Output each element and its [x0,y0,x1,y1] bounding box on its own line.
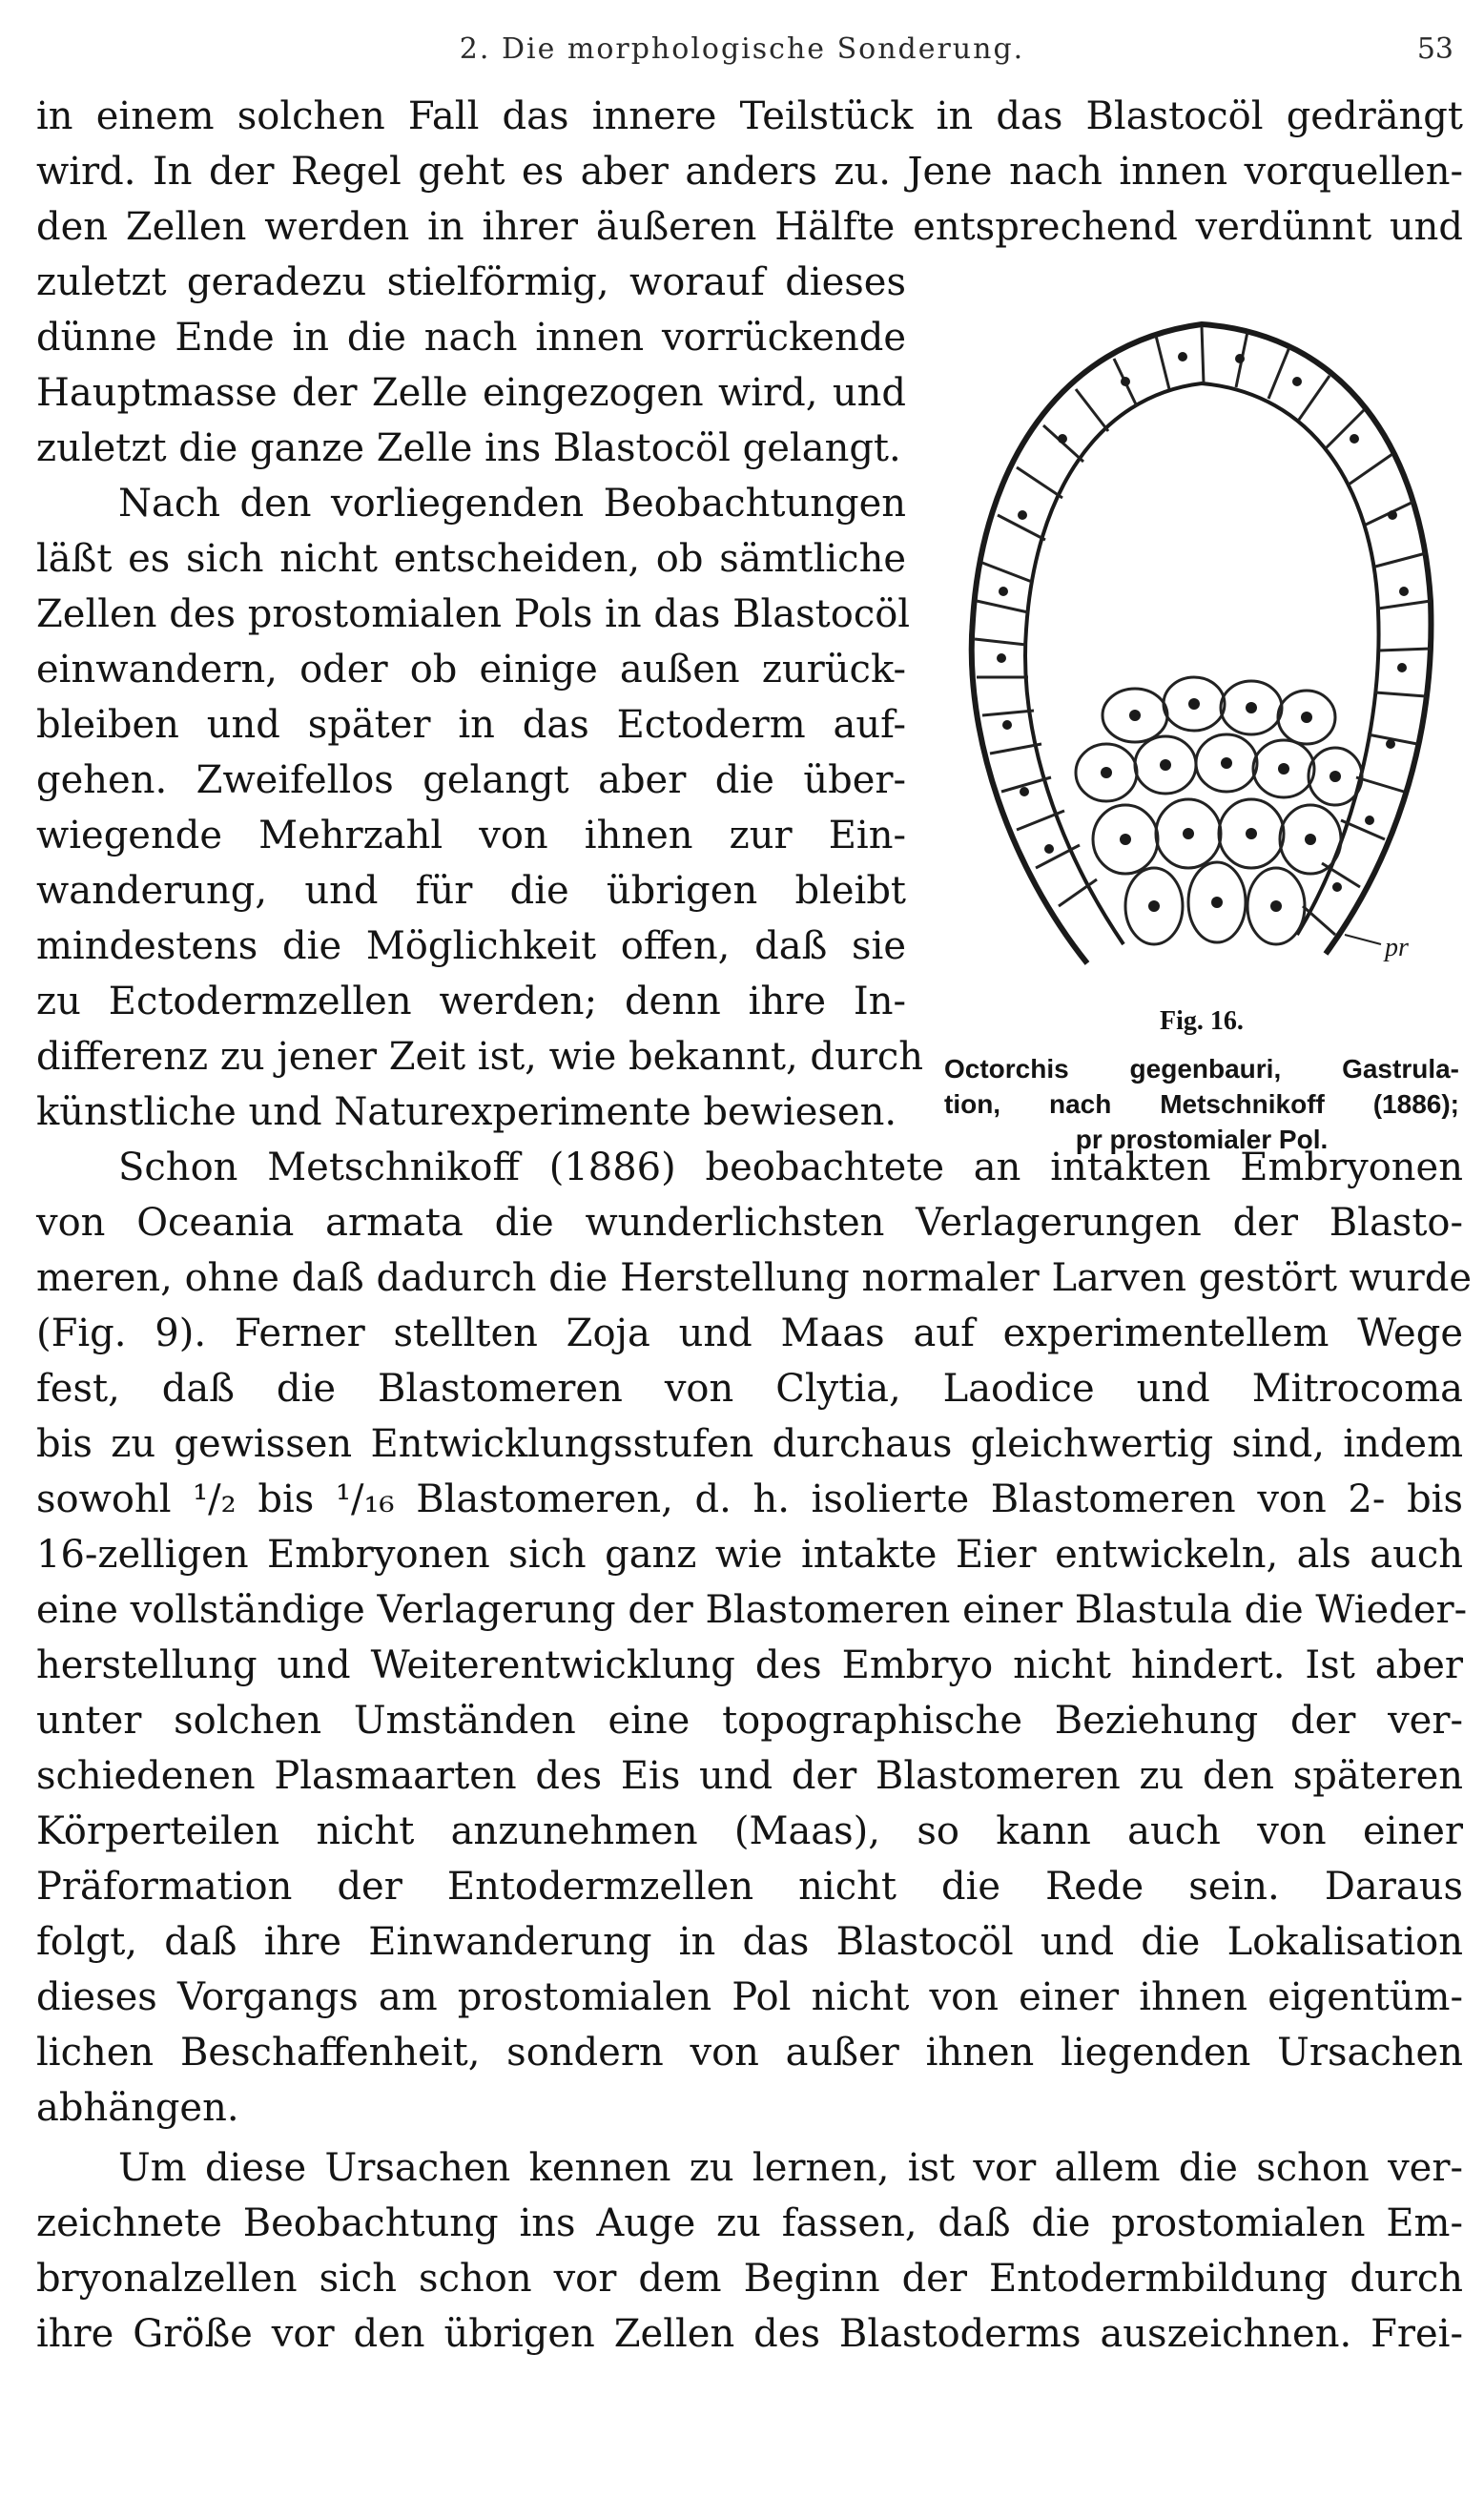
text-line: gehen. Zweifellos gelangt aber die über- [36,758,906,802]
text-line: läßt es sich nicht entscheiden, ob sämtliche [36,537,906,581]
text-line: in einem solchen Fall das innere Teilstück in das Blastocöl gedrängt [36,94,1463,138]
text-line: sowohl ¹/₂ bis ¹/₁₆ Blastomeren, d. h. isolierte Blastomeren von 2- bis [36,1477,1463,1521]
running-head-title: 2. Die morphologische Sonderung. [459,32,1025,66]
text-line: Schon Metschnikoff (1886) beobachtete an intakten Embryonen [118,1146,1463,1189]
text-line: wird. In der Regel geht es aber anders zu. Jene nach innen vorquellen- [36,150,1463,194]
text-line: unter solchen Umständen eine topographische Beziehung der ver- [36,1699,1463,1743]
figure-16 [944,277,1459,1154]
pr-pointer [1345,935,1381,944]
text-line: (Fig. 9). Ferner stellten Zoja und Maas auf experimentellem Wege [36,1312,1463,1355]
text-line: Zellen des prostomialen Pols in das Blastocöl [36,592,911,636]
text-line: wanderung, und für die übrigen bleibt [36,869,906,913]
text-line: Um diese Ursachen kennen zu lernen, ist vor allem die schon ver- [118,2146,1463,2190]
text-line: mindestens die Möglichkeit offen, daß sie [36,924,906,968]
text-line: fest, daß die Blastomeren von Clytia, Laodice und Mitrocoma [36,1367,1463,1411]
text-line: Körperteilen nicht anzunehmen (Maas), so kann auch von einer [36,1809,1463,1853]
figure-caption-line: tion, nach Metschnikoff (1886); [944,1089,1459,1119]
text-line: bis zu gewissen Entwicklungsstufen durchaus gleichwertig sind, indem [36,1422,1463,1466]
figure-caption-line: pr prostomialer Pol. [1075,1125,1329,1154]
text-line: Nach den vorliegenden Beobachtungen [118,482,906,526]
figure-caption-line: Octorchis gegenbauri, Gastrula- [944,1054,1459,1084]
text-line: dünne Ende in die nach innen vorrückende [36,316,906,360]
pr-label: pr [1385,933,1409,962]
text-line: künstliche und Naturexperimente bewiesen. [36,1090,897,1134]
text-line: herstellung und Weiterentwicklung des Embryo nicht hindert. Ist aber [36,1643,1463,1687]
text-line: einwandern, oder ob einige außen zurück- [36,648,906,692]
text-line: den Zellen werden in ihrer äußeren Hälfte entsprechend verdünnt und [36,205,1463,249]
text-line: lichen Beschaffenheit, sondern von außer ihnen liegenden Ursachen [36,2031,1463,2075]
text-line: meren, ohne daß dadurch die Herstellung normaler Larven gestört wurde [36,1256,1473,1300]
text-line: folgt, daß ihre Einwanderung in das Blastocöl und die Lokalisation [36,1920,1463,1964]
text-line: ihre Größe vor den übrigen Zellen des Blastoderms auszeichnen. Frei- [36,2312,1463,2356]
text-line: differenz zu jener Zeit ist, wie bekannt, durch [36,1035,924,1079]
text-line: zeichnete Beobachtung ins Auge zu fassen, daß die prostomialen Em- [36,2201,1463,2245]
inner-wall [1025,383,1379,944]
figure-number: Fig. 16. [1160,1006,1244,1036]
running-head [0,32,1484,78]
text-line: eine vollständige Verlagerung der Blastomeren einer Blastula die Wieder- [36,1588,1468,1632]
text-line: zuletzt geradezu stielförmig, worauf dieses [36,260,906,304]
text-line: Präformation der Entodermzellen nicht die Rede sein. Daraus [36,1865,1463,1909]
text-line: wiegende Mehrzahl von ihnen zur Ein- [36,814,906,857]
text-line: zu Ectodermzellen werden; denn ihre In- [36,980,906,1023]
blastoderm-nuclei [997,352,1409,892]
page-number: 53 [1416,32,1453,66]
text-line: dieses Vorgangs am prostomialen Pol nicht von einer ihnen eigentüm- [36,1975,1463,2019]
text-line: zuletzt die ganze Zelle ins Blastocöl gelangt. [36,426,901,470]
text-line: bleiben und später in das Ectoderm auf- [36,703,906,747]
text-line: bryonalzellen sich schon vor dem Beginn der Entodermbildung durch [36,2257,1463,2301]
text-line: Hauptmasse der Zelle eingezogen wird, und [36,371,906,415]
text-line: von Oceania armata die wunderlichsten Verlagerungen der Blasto- [36,1201,1463,1245]
text-line: abhängen. [36,2086,239,2130]
text-line: schiedenen Plasmaarten des Eis und der Blastomeren zu den späteren [36,1754,1463,1798]
gastrula-illustration [944,277,1459,1002]
text-line: 16-zelligen Embryonen sich ganz wie intakte Eier entwickeln, als auch [36,1533,1463,1577]
